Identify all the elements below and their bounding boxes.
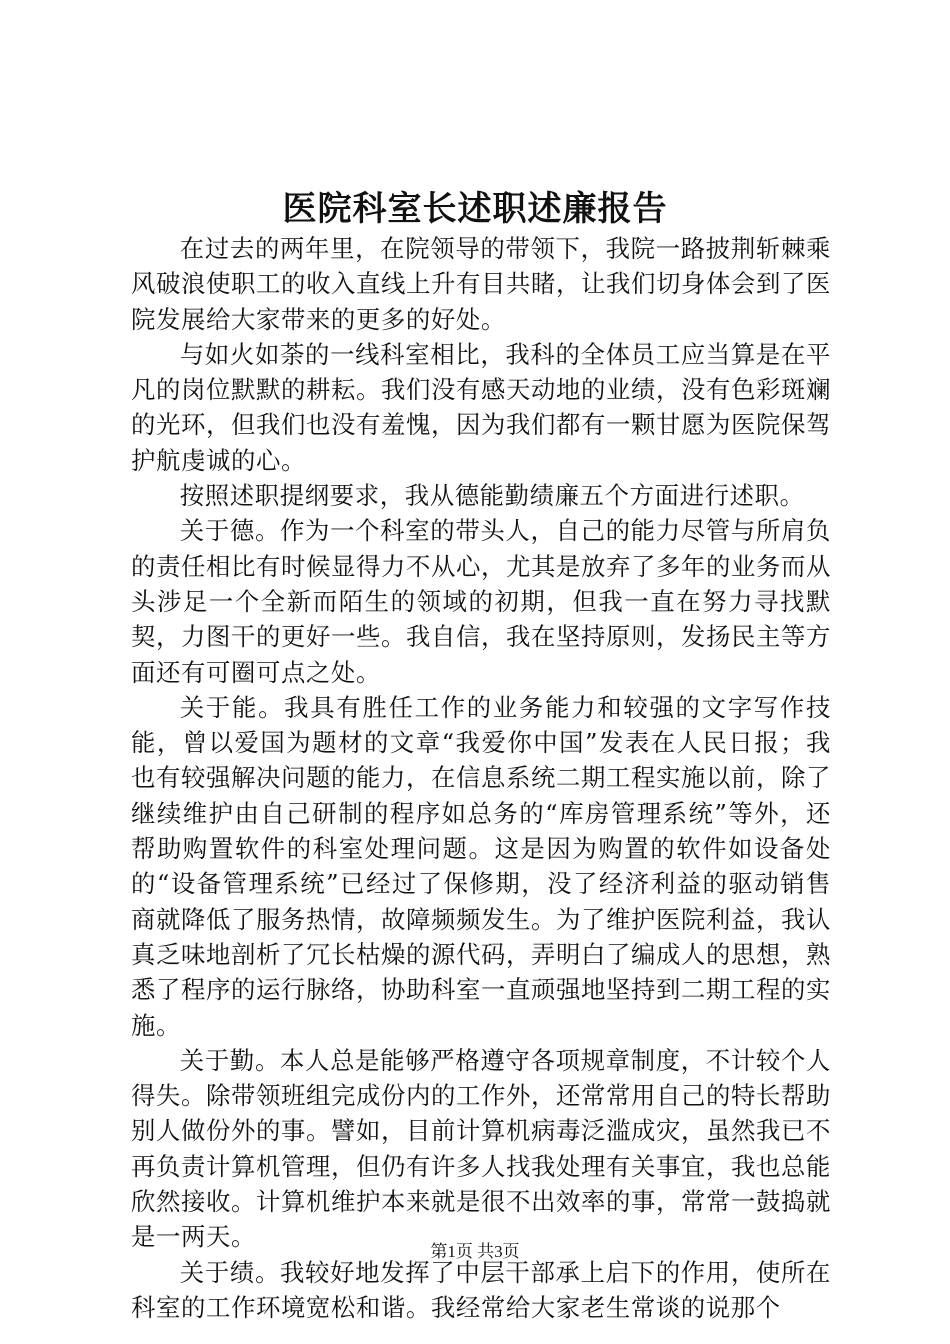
paragraph: 按照述职提纲要求，我从德能勤绩廉五个方面进行述职。 xyxy=(179,481,805,511)
paragraph: 关于勤。本人总是能够严格遵守各项规章制度，不计较个人得失。除带领班组完成份内的工作外，还常常用自己的特长帮助别人做份外的事。譬如，目前计算机病毒泛滥成灾，虽然我已不再负责计算机管理，但仍有许多人找我处理有关事宜，我也总能欣然接收。计算机维护本来就是很不出效率的事，常常一鼓捣就是一两天。 xyxy=(131,1045,831,1252)
paragraph: 关于能。我具有胜任工作的业务能力和较强的文字写作技能，曾以爱国为题材的文章“我爱你中国”发表在人民日报；我也有较强解决问题的能力，在信息系统二期工程实施以前，除了继续维护由自己研制的程序如总务的“库房管理系统”等外，还帮助购置软件的科室处理问题。这是因为购置的软件如设备处的“设备管理系统”已经过了保修期，没了经济利益的驱动销售商就降低了服务热情，故障频频发生。为了维护医院利益，我认真乏味地剖析了冗长枯燥的源代码，弄明白了编成人的思想，熟悉了程序的运行脉络，协助科室一直顽强地坚持到二期工程的实施。 xyxy=(131,692,831,1040)
page-footer: 第1页 共3页 xyxy=(430,1242,520,1261)
document-body xyxy=(131,231,831,1325)
paragraph: 关于绩。我较好地发挥了中层干部承上启下的作用，使所在科室的工作环境宽松和谐。我经常给大家老生常谈的说那个 xyxy=(131,1257,831,1322)
paragraph: 与如火如荼的一线科室相比，我科的全体员工应当算是在平凡的岗位默默的耕耘。我们没有感天动地的业绩，没有色彩斑斓的光环，但我们也没有羞愧，因为我们都有一颗甘愿为医院保驾护航虔诚的心。 xyxy=(131,339,831,475)
paragraph: 在过去的两年里，在院领导的带领下，我院一路披荆斩棘乘风破浪使职工的收入直线上升有目共睹，让我们切身体会到了医院发展给大家带来的更多的好处。 xyxy=(131,234,831,334)
document-title: 医院科室长述职述廉报告 xyxy=(282,189,668,229)
paragraph: 关于德。作为一个科室的带头人，自己的能力尽管与所肩负的责任相比有时候显得力不从心，尤其是放弃了多年的业务而从头涉足一个全新而陌生的领域的初期，但我一直在努力寻找默契，力图干的更好一些。我自信，我在坚持原则，发扬民主等方面还有可圈可点之处。 xyxy=(131,516,831,687)
